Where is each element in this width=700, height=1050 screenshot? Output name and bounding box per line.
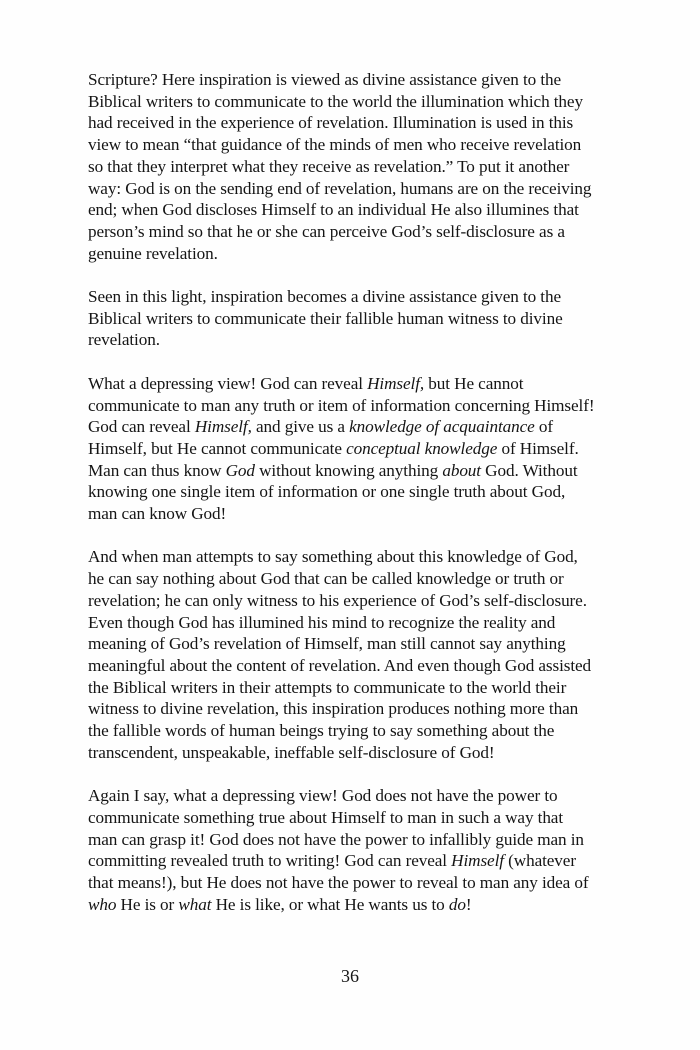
text-run: way: God is on the sending end of revelation, humans are on the receiving <box>88 178 592 198</box>
text-run: Seen in this light, inspiration becomes a divine assistance given to the <box>88 287 562 307</box>
text-run: the Biblical writers in their attempts to communicate to the world their <box>88 677 567 697</box>
text-run: God. Without <box>480 460 578 480</box>
text-run: view to mean “that guidance of the minds of men who receive revelation <box>88 135 582 155</box>
text-run: man can grasp it! God does not have the power to infallibly guide man in <box>88 829 584 849</box>
italic-text: about <box>442 460 481 480</box>
text-run: transcendent, unspeakable, ineffable self-disclosure of God! <box>88 742 495 762</box>
text-run: Himself, but He cannot communicate <box>88 438 347 458</box>
paragraph <box>88 546 648 763</box>
text-line <box>88 546 648 568</box>
text-run: man can know God! <box>88 504 227 524</box>
text-run: knowing one single item of information or one single truth about God, <box>88 482 566 502</box>
text-line <box>88 612 648 634</box>
text-run: and give us a <box>251 417 350 437</box>
text-line <box>88 178 648 200</box>
text-run: he can say nothing about God that can be called knowledge or truth or <box>88 569 564 589</box>
text-line <box>88 633 648 655</box>
text-line <box>88 720 648 742</box>
italic-text: Himself, <box>367 373 425 393</box>
text-line <box>88 438 648 460</box>
italic-text: what <box>178 894 212 914</box>
text-line <box>88 807 648 829</box>
text-run: meaningful about the content of revelation. And even though God assisted <box>88 655 592 675</box>
text-line <box>88 91 648 113</box>
text-run: He is like, or what He wants us to <box>211 894 449 914</box>
paragraph <box>88 69 648 264</box>
text-run: Biblical writers to communicate to the world the illumination which they <box>88 91 583 111</box>
text-run: Even though God has illumined his mind to recognize the reality and <box>88 612 556 632</box>
text-run: person’s mind so that he or she can perceive God’s self-disclosure as a <box>88 221 565 241</box>
text-line <box>88 243 648 265</box>
text-line <box>88 742 648 764</box>
text-line <box>88 872 648 894</box>
text-run: communicate to man any truth or item of information concerning Himself! <box>88 395 595 415</box>
italic-text: conceptual knowledge <box>346 438 498 458</box>
page-number: 36 <box>341 966 359 986</box>
text-line <box>88 112 648 134</box>
text-line <box>88 286 648 308</box>
text-run: committing revealed truth to writing! God can reveal <box>88 851 452 871</box>
text-run: Man can thus know <box>88 460 226 480</box>
text-line <box>88 698 648 720</box>
text-run: that means!), but He does not have the power to reveal to man any idea of <box>88 872 589 892</box>
text-line <box>88 416 648 438</box>
italic-text: who <box>88 894 117 914</box>
text-run: end; when God discloses Himself to an individual He also illumines that <box>88 200 579 220</box>
text-line <box>88 329 648 351</box>
text-run: of Himself. <box>497 438 579 458</box>
text-run: revelation. <box>88 330 160 350</box>
italic-text: Himself, <box>194 417 252 437</box>
text-line <box>88 590 648 612</box>
text-line <box>88 677 648 699</box>
text-run: had received in the experience of revelation. Illumination is used in this <box>88 113 574 133</box>
italic-text: Himself <box>451 851 504 871</box>
text-line <box>88 308 648 330</box>
text-run: Biblical writers to communicate their fallible human witness to divine <box>88 308 563 328</box>
text-run: God can reveal <box>88 417 195 437</box>
text-run: witness to divine revelation, this inspiration produces nothing more than <box>88 699 579 719</box>
text-run: Again I say, what a depressing view! God does not have the power to <box>88 786 558 806</box>
text-line <box>88 199 648 221</box>
text-run: He is or <box>116 894 179 914</box>
text-run: (whatever <box>503 851 576 871</box>
italic-text: God <box>225 460 255 480</box>
text-line <box>88 894 648 916</box>
text-run: revelation; he can only witness to his experience of God’s self-disclosure. <box>88 590 587 610</box>
text-line <box>88 481 648 503</box>
paragraph <box>88 373 648 525</box>
text-run: meaning of God’s revelation of Himself, man still cannot say anything <box>88 634 566 654</box>
text-run: And when man attempts to say something about this knowledge of God, <box>88 547 578 567</box>
text-run: of <box>534 417 553 437</box>
text-line <box>88 395 648 417</box>
text-line <box>88 373 648 395</box>
text-line <box>88 156 648 178</box>
text-run: without knowing anything <box>254 460 443 480</box>
text-run: Scripture? Here inspiration is viewed as divine assistance given to the <box>88 70 562 89</box>
text-run: ! <box>465 894 472 914</box>
text-line <box>88 460 648 482</box>
text-line <box>88 69 648 91</box>
text-line <box>88 829 648 851</box>
text-line <box>88 503 648 525</box>
text-line <box>88 221 648 243</box>
text-run: communicate something true about Himself to man in such a way that <box>88 807 564 827</box>
italic-text: knowledge of acquaintance <box>349 417 535 437</box>
text-line <box>88 568 648 590</box>
paragraph <box>88 286 648 351</box>
text-line <box>88 785 648 807</box>
italic-text: do <box>448 894 466 914</box>
text-run: but He cannot <box>424 373 524 393</box>
body-text <box>88 69 648 937</box>
text-line <box>88 850 648 872</box>
text-run: What a depressing view! God can reveal <box>88 373 368 393</box>
text-line <box>88 134 648 156</box>
text-run: genuine revelation. <box>88 243 218 263</box>
text-run: the fallible words of human beings trying to say something about the <box>88 721 555 741</box>
paragraph <box>88 785 648 915</box>
text-line <box>88 655 648 677</box>
text-run: so that they interpret what they receive as revelation.” To put it another <box>88 156 570 176</box>
